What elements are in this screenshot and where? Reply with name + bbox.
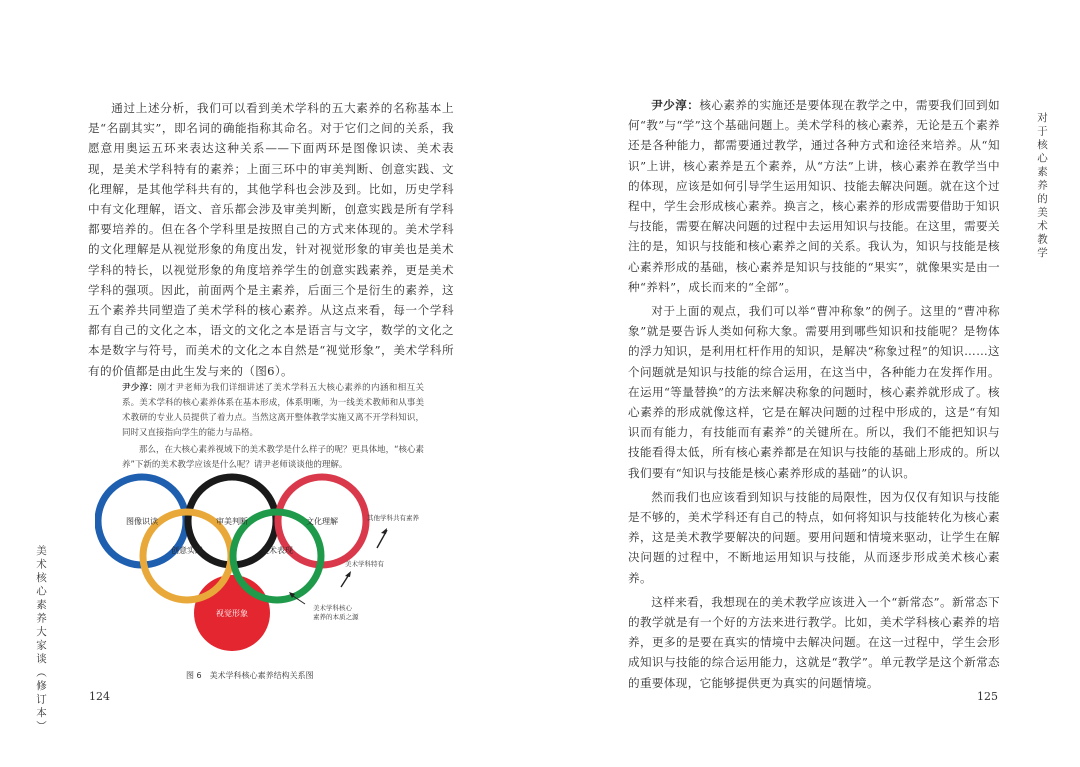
label-core-source-line: 素养的本质之源	[313, 613, 359, 621]
right-paragraph-4: 这样来看，我想现在的美术教学应该进入一个“新常态”。新常态下的教学就是有一个好的方法来进行教学。比如，美术学科核心素养的培养，更多的是要在真实的情境中去解决问题。在这一过程中，学生会形成知识与技能的综合运用能力，这就是“教学”。单元教学是这个新常态的重要体现，它能够提供更为真实的问题情境。	[628, 594, 1000, 690]
label-unique-literacies: 美术学科特有	[345, 560, 384, 568]
right-paragraph-1-text: 核心素养的实施还是要体现在教学之中，需要我们回到如何“教”与“学”这个基础问题上。美术学科的核心素养，无论是五个素养还是各种能力，都需要通过教学，通过各种方式和途径来培养。从“知识”上讲，核心素养是五个素养，从“方法”上讲，核心素养在教学当中的体现，应该是如何引导学生运用知识、技能去解决问题。就在这个过程中，学生会形成核心素养。换言之，核心素养的形成需要借助于知识与技能，需要在解决问题的过程中去运用知识与技能。在这里，需要关注的是，知识与技能和核心素养之间的关系。我认为，知识与技能是核心素养形成的基础，核心素养是知识与技能的“果实”，就像果实是由一种“养料”，成长而来的“全部”。	[628, 98, 1000, 294]
label-core-source	[313, 603, 359, 621]
right-paragraph-3: 然而我们也应该看到知识与技能的局限性，因为仅仅有知识与技能是不够的，美术学科还有自己的特点，如何将知识与技能转化为核心素养，这是美术教学要解决的问题。要用问题和情境来驱动，让学生在解决问题的过程中，不断地运用知识与技能，从而逐步形成美术核心素养。	[628, 489, 1000, 585]
dialogue-note	[122, 381, 424, 475]
rings-diagram	[95, 470, 435, 670]
note-paragraph-2: 那么，在大核心素养视域下的美术教学是什么样子的呢？更具体地，“核心素养”下新的美术教学应该是什么呢？请尹老师谈谈他的理解。	[122, 445, 424, 470]
label-core-source-line: 美术学科核心	[313, 604, 352, 612]
olympic-rings-figure	[95, 470, 435, 670]
arrow-shared-head	[381, 528, 387, 534]
right-speaker: 尹少淳：	[651, 98, 700, 112]
page-number-left: 124	[89, 690, 110, 703]
right-paragraph-2: 对于上面的观点，我们可以举“曹冲称象”的例子。这里的“曹冲称象”就是要告诉人类如何称大象。需要用到哪些知识和技能呢？是物体的浮力知识，是利用杠杆作用的知识，是解决“称象过程”的知识……这个问题就是知识与技能的综合运用，在这当中，各种能力在发挥作用。在运用“等量替换”的方法来解决称象的问题时，核心素养就形成了。核心素养的形成就像这样，它是在解决问题的过程中形成的，这是“有知识而有能力，有技能而有素养”的关键所在。所以，我们不能把知识与技能看得太低，所有核心素养都是在知识与技能的基础上形成的。所以我们要有“知识与技能是核心素养形成的基础”的认识。	[628, 304, 1000, 480]
right-running-title: 对于核心素养的美术教学	[1036, 112, 1048, 261]
ring-label-expression: 美术表现	[261, 546, 293, 555]
left-main-text	[88, 98, 454, 385]
arrow-unique-head	[345, 571, 351, 577]
label-shared-literacies: 其他学科共有素养	[367, 514, 419, 522]
ring-label-culture: 文化理解	[306, 517, 338, 526]
note-text-1: 刚才尹老师为我们详细讲述了美术学科五大核心素养的内涵和相互关系。美术学科的核心素养体系在基本形成，体系明晰，为一线美术教师和从事美术教研的专业人员提供了着力点。当然这离开整体教学实施又离不开学科知识，同时又直接指向学生的能力与品格。	[122, 383, 424, 438]
right-main-text	[628, 95, 1000, 697]
core-circle-label: 视觉形象	[216, 609, 248, 618]
right-page	[540, 0, 1080, 767]
right-paragraph-1	[628, 95, 1000, 297]
ring-label-creative: 创意实践	[171, 546, 203, 555]
ring-label-aesthetic: 审美判断	[216, 517, 248, 526]
note-speaker: 尹少淳：	[122, 383, 158, 393]
note-paragraph-1	[122, 381, 424, 441]
page-number-right: 125	[977, 690, 998, 703]
ring-label-appreciation: 图像识读	[126, 517, 158, 526]
left-running-title: 美术核心素养大家谈（修订本）	[35, 545, 47, 734]
left-paragraph: 通过上述分析，我们可以看到美术学科的五大素养的名称基本上是“名副其实”，即名词的确能指称其命名。对于它们之间的关系，我愿意用奥运五环来表达这种关系——下面两环是图像识读、美术表现，是美术学科特有的素养；上面三环中的审美判断、创意实践、文化理解，是其他学科共有的，其他学科也会涉及到。比如，历史学科中有文化理解，语文、音乐都会涉及审美判断，创意实践是所有学科都要培养的。但在各个学科里是按照自己的方式来体现的。美术学科的文化理解是从视觉形象的角度出发，针对视觉形象的审美也是美术学科的特长，以视觉形象的角度培养学生的创意实践素养，更是美术学科的强项。因此，前面两个是主素养，后面三个是衍生的素养，这五个素养共同塑造了美术学科的核心素养。从这点来看，每一个学科都有自己的文化之本，语文的文化之本是语言与文字，数学的文化之本是数字与符号，而美术的文化之本自然是“视觉形象”，美术学科所有的价值都是由此生发与来的（图6）。	[88, 101, 454, 378]
figure-caption: 图 6 美术学科核心素养结构关系图	[186, 671, 314, 680]
